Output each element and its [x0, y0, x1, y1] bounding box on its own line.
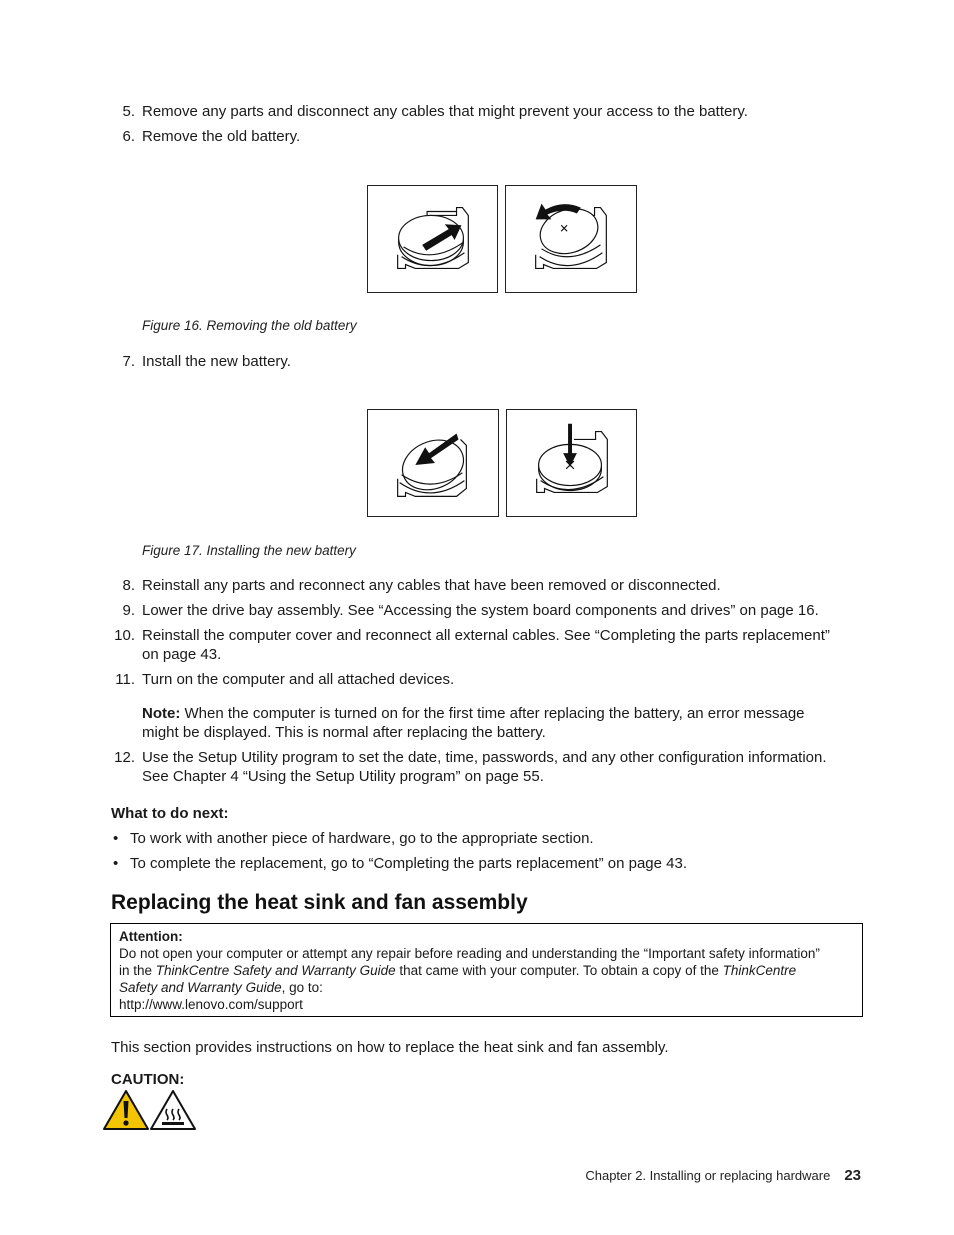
- attention-line-2: [119, 962, 854, 979]
- step-number: 10.: [114, 627, 135, 644]
- battery-install-press-illustration: [507, 410, 636, 516]
- list-item-text: To complete the replacement, go to “Completing the parts replacement” on page 43.: [130, 855, 687, 872]
- battery-removal-push-illustration: [368, 186, 497, 292]
- note-text-line-1: When the computer is turned on for the first time after replacing the battery, an error message: [180, 705, 805, 722]
- battery-install-insert-illustration: [368, 410, 498, 516]
- attention-line-3: [119, 979, 854, 996]
- attention-text: , go to:: [281, 980, 323, 995]
- step-number: 5.: [122, 103, 135, 120]
- support-url: http://www.lenovo.com/support: [119, 997, 303, 1012]
- step-number: 7.: [122, 353, 135, 370]
- step-text: Remove the old battery.: [142, 128, 301, 145]
- step-text: Turn on the computer and all attached devices.: [142, 671, 455, 688]
- step-12: [111, 748, 871, 788]
- step-text: Lower the drive bay assembly. See “Accessing the system board components and drives” on page 16.: [142, 602, 819, 619]
- bullet-icon: •: [113, 855, 119, 872]
- step-text: Reinstall any parts and reconnect any cables that have been removed or disconnected.: [142, 577, 721, 594]
- list-item-text: To work with another piece of hardware, go to the appropriate section.: [130, 830, 594, 847]
- note-label: Note:: [142, 705, 181, 722]
- page-footer: [585, 1166, 861, 1185]
- attention-box: [110, 923, 863, 1017]
- attention-line-1: Do not open your computer or attempt any repair before reading and understanding the “Important safety information”: [119, 946, 820, 961]
- figure-17-panel-insert: [367, 409, 499, 517]
- note: [142, 704, 872, 742]
- figure-16-panel-push: [367, 185, 498, 293]
- page-number: 23: [844, 1167, 861, 1184]
- step-number: 6.: [122, 128, 135, 145]
- bullet-icon: •: [113, 830, 119, 847]
- guide-title: ThinkCentre Safety and Warranty Guide: [155, 963, 396, 978]
- step-text-line-2: See Chapter 4 “Using the Setup Utility program” on page 55.: [142, 768, 544, 785]
- note-text-line-2: might be displayed. This is normal after replacing the battery.: [142, 724, 546, 741]
- step-text-line-2: on page 43.: [142, 646, 222, 663]
- guide-title: Safety and Warranty Guide: [119, 980, 282, 995]
- figure-17-caption: Figure 17. Installing the new battery: [142, 543, 356, 558]
- attention-label: Attention:: [119, 929, 183, 944]
- caution-label: CAUTION:: [111, 1071, 185, 1088]
- figure-16-panel-lift: [505, 185, 637, 293]
- figure-17-panel-press: [506, 409, 637, 517]
- battery-removal-lift-illustration: [506, 186, 636, 292]
- step-number: 8.: [122, 577, 135, 594]
- section-title: Replacing the heat sink and fan assembly: [111, 891, 528, 914]
- what-to-do-next-heading: What to do next:: [111, 805, 229, 822]
- attention-text: in the: [119, 963, 156, 978]
- step-10: [111, 626, 871, 666]
- step-text: Remove any parts and disconnect any cables that might prevent your access to the battery.: [142, 103, 748, 120]
- warning-triangle-icon: [102, 1089, 150, 1131]
- step-number: 12.: [114, 749, 135, 766]
- step-number: 9.: [122, 602, 135, 619]
- attention-text: that came with your computer. To obtain a copy of the: [395, 963, 723, 978]
- guide-title: ThinkCentre: [722, 963, 797, 978]
- section-intro: This section provides instructions on how to replace the heat sink and fan assembly.: [111, 1039, 669, 1056]
- figure-16-caption: Figure 16. Removing the old battery: [142, 318, 357, 333]
- step-text-line-1: Use the Setup Utility program to set the date, time, passwords, and any other configuration information.: [142, 749, 827, 766]
- step-number: 11.: [115, 671, 135, 688]
- step-text: Install the new battery.: [142, 353, 291, 370]
- footer-chapter: Chapter 2. Installing or replacing hardware: [585, 1168, 831, 1183]
- hot-surface-icon: [149, 1089, 197, 1131]
- step-text-line-1: Reinstall the computer cover and reconnect all external cables. See “Completing the parts replacement”: [142, 627, 830, 644]
